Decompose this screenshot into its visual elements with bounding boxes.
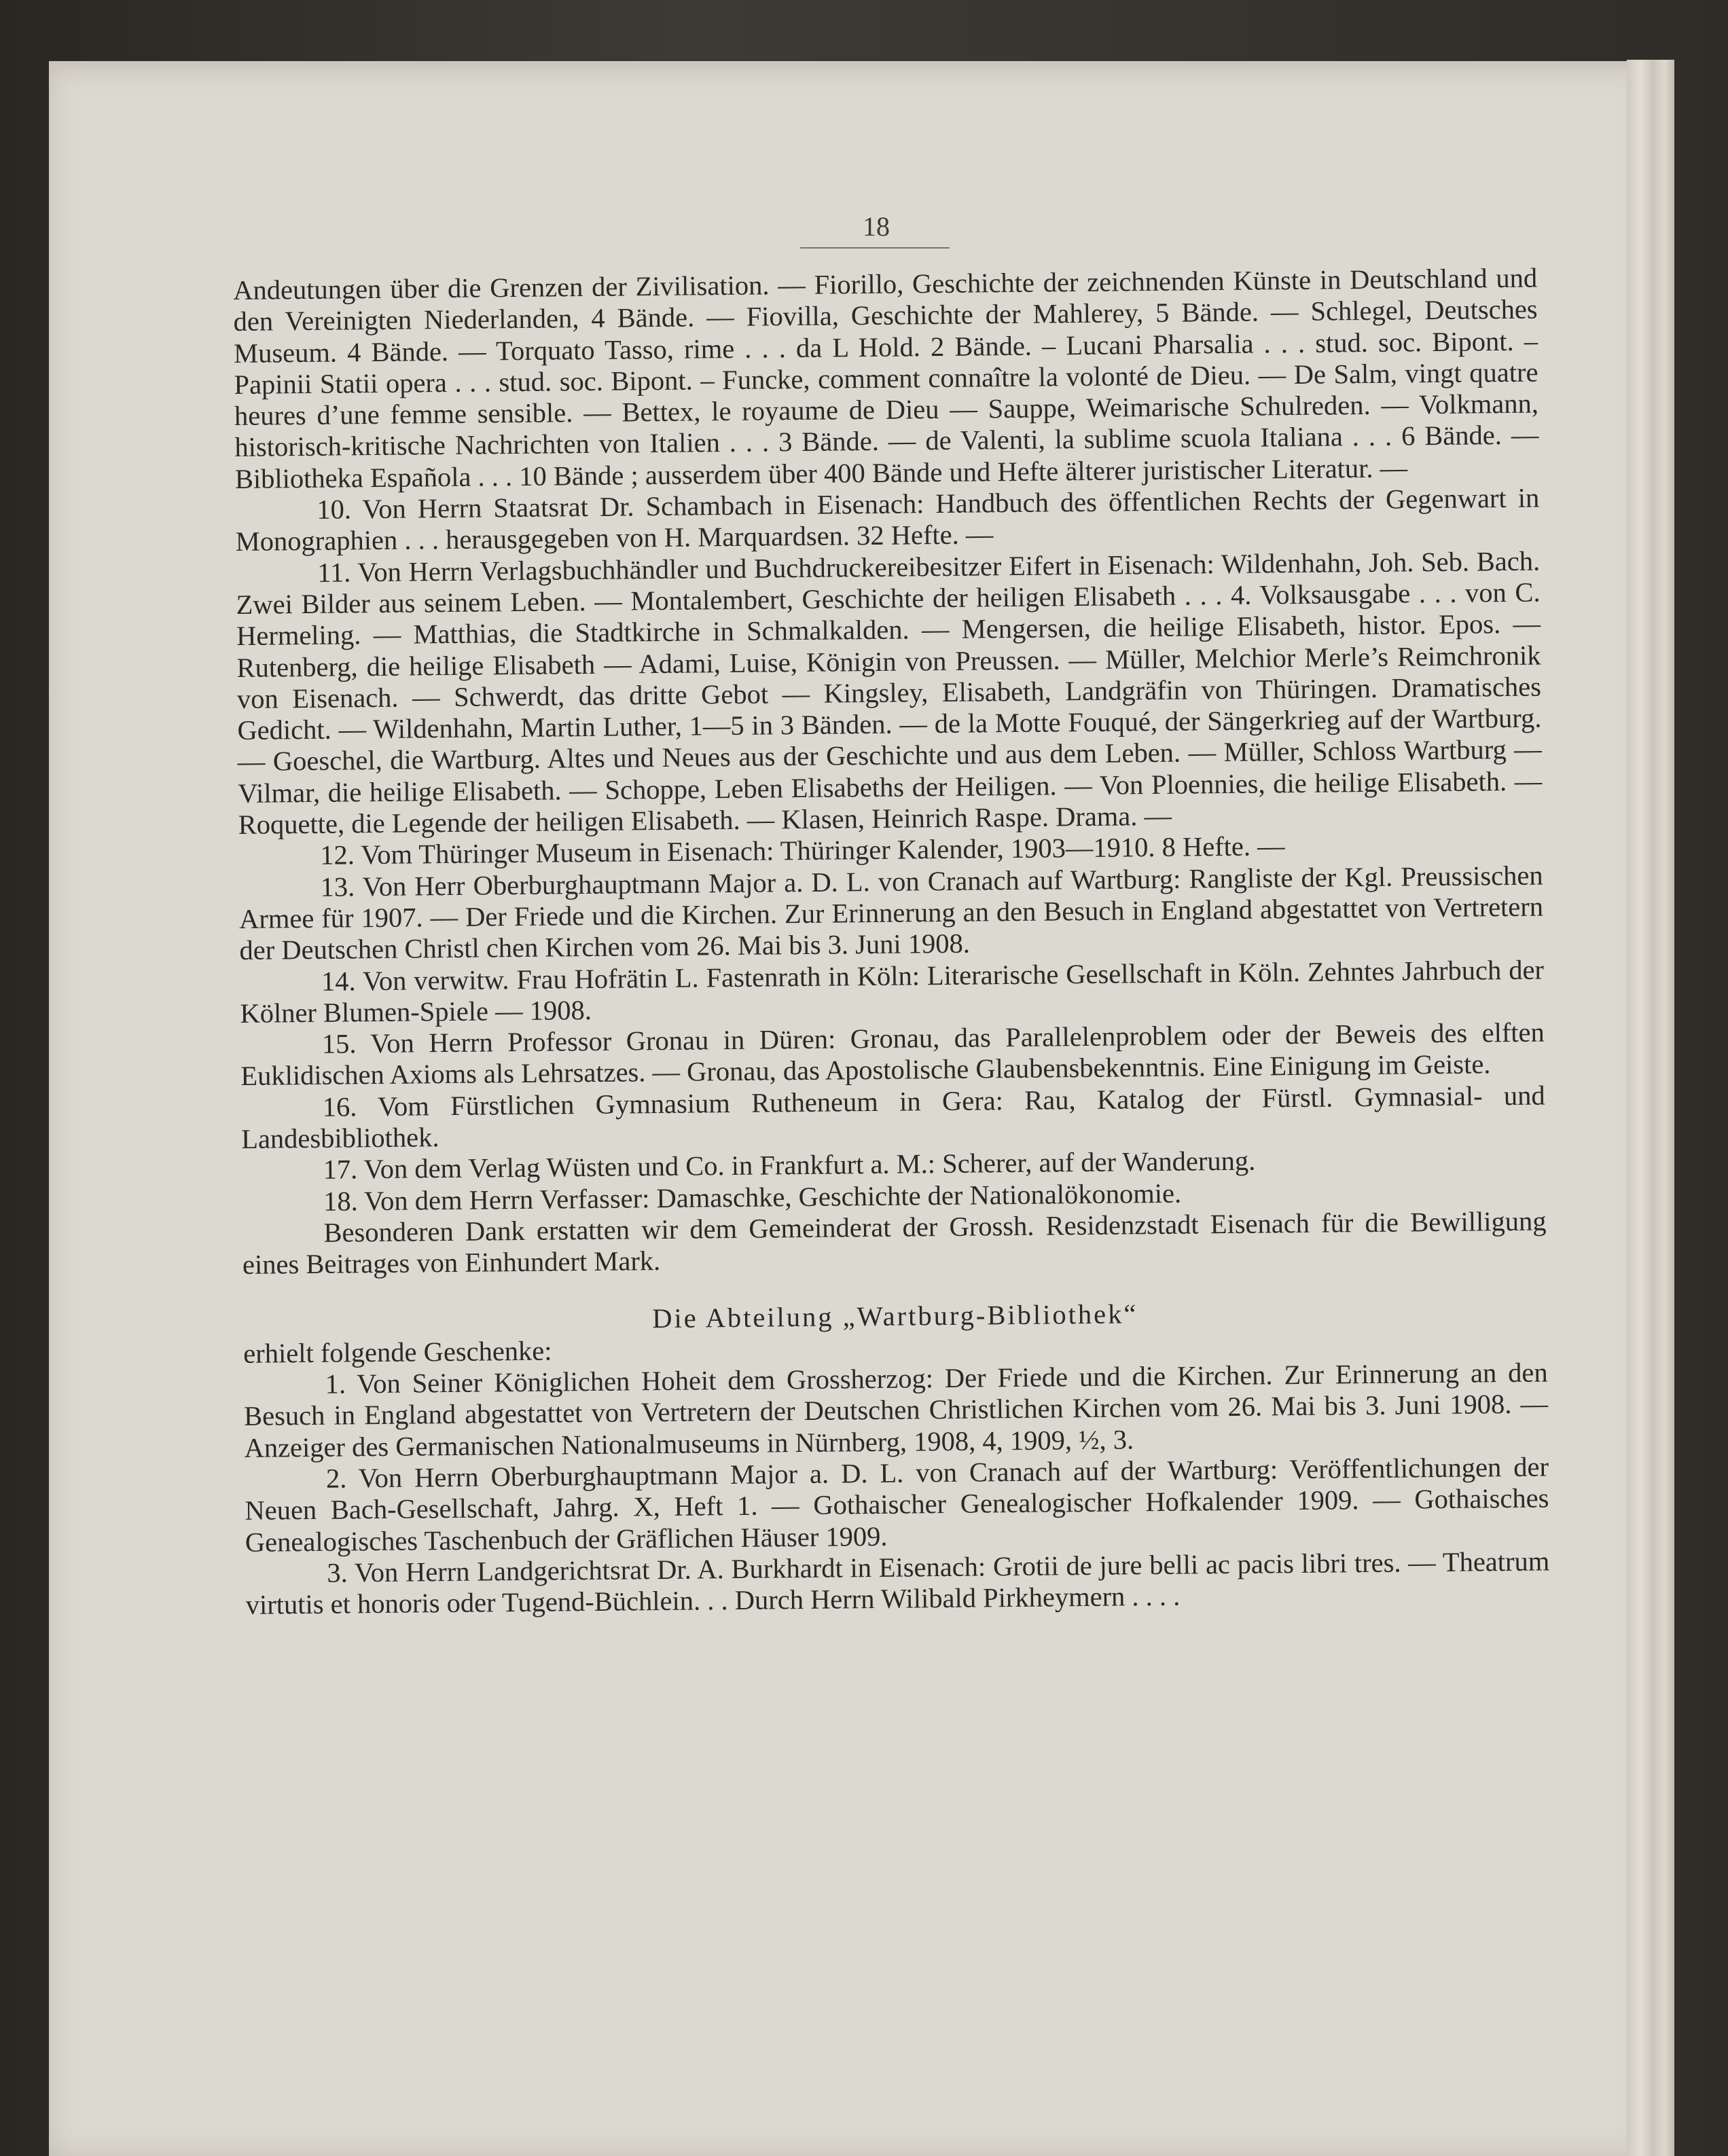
paragraph-item-13: 13. Von Herr Oberburghauptmann Major a. D. L. von Cranach auf Wartburg: Rangliste der Kgl. Preussischen Armee für 1907. — Der Friede und die Kirchen. Zur Erinnerung an den Besuch in England abgestattet von Vertretern der Deutschen Christl chen Kirchen vom 26. Mai bis 3. Juni 1908. <box>238 860 1544 966</box>
paragraph-item-18: 18. Von dem Herrn Verfasser: Damaschke, Geschichte der Nationalökonomie. <box>323 1177 1182 1217</box>
page-number-rule <box>800 247 950 249</box>
section-item-3: 3. Von Herrn Landgerichtsrat Dr. A. Burkhardt in Eisenach: Grotii de jure belli ac pacis libri tres. — Theatrum virtutis et honoris oder Tugend-Büchlein. . . Durch Herrn Wilibald Pirkheymern . . . . <box>245 1546 1550 1621</box>
paragraph-thanks: Besonderen Dank erstatten wir dem Gemeinderat der Grossh. Residenzstadt Eisenach für die Bewilligung eines Beitrages von Einhundert Mark. <box>242 1205 1547 1281</box>
page-number: 18 <box>863 211 890 242</box>
paragraph-item-15: 15. Von Herrn Professor Gronau in Düren: Gronau, das Parallelenproblem oder der Beweis des elften Euklidischen Axioms als Lehrsatzes. — Gronau, das Apostolische Glaubensbekenntnis. Eine Einigung im Geiste. <box>240 1017 1545 1092</box>
paragraph-item-14: 14. Von verwitw. Frau Hofrätin L. Fastenrath in Köln: Literarische Gesellschaft in Köln. Zehntes Jahrbuch der Kölner Blumen-Spiele — 1908. <box>240 954 1545 1029</box>
section-intro: erhielt folgende Geschenke: <box>243 1335 552 1369</box>
page-body <box>233 263 1550 1622</box>
paragraph-item-17: 17. Von dem Verlag Wüsten und Co. in Frankfurt a. M.: Scherer, auf der Wanderung. <box>323 1145 1256 1186</box>
paragraph-item-12: 12. Vom Thüringer Museum in Eisenach: Thüringer Kalender, 1903—1910. 8 Hefte. — <box>319 830 1285 871</box>
section-item-2: 2. Von Herrn Oberburghauptmann Major a. D. L. von Cranach auf der Wartburg: Veröffentlichungen der Neuen Bach-Gesellschaft, Jahrg. X, Heft 1. — Gothaischer Genealogischer Hofkalender 1909. — Gothaisches Genealogisches Taschenbuch der Gräflichen Häuser 1909. <box>245 1451 1549 1558</box>
paragraph-item-11: 11. Von Herrn Verlagsbuchhändler und Buchdruckereibesitzer Eifert in Eisenach: Wildenhahn, Joh. Seb. Bach. Zwei Bilder aus seinem Leben. — Montalembert, Geschichte der heiligen Elisabeth . . . 4. Volksausgabe . . . von C. Hermeling. — Matthias, die Stadtkirche in Schmalkalden. — Mengersen, die heilige Elisabeth, histor. Epos. — Rutenberg, die heilige Elisabeth — Adami, Luise, Königin von Preussen. — Müller, Melchior Merle’s Reimchronik von Eisenach. — Schwerdt, das dritte Gebot — Kingsley, Elisabeth, Landgräfin von Thüringen. Dramatisches Gedicht. — Wildenhahn, Martin Luther, 1—5 in 3 Bänden. — de la Motte Fouqué, der Sängerkrieg auf der Wartburg. — Goeschel, die Wartburg. Altes und Neues aus der Geschichte und aus dem Leben. — Müller, Schloss Wartburg — Vilmar, die heilige Elisabeth. — Schoppe, Leben Elisabeths der Heiligen. — Von Ploennies, die heilige Elisabeth. — Roquette, die Legende der heiligen Elisabeth. — Klasen, Heinrich Raspe. Drama. — <box>236 545 1543 841</box>
paragraph-item-16: 16. Vom Fürstlichen Gymnasium Rutheneum in Gera: Rau, Katalog der Fürstl. Gymnasial- und Landesbibliothek. <box>240 1080 1545 1154</box>
page-fore-edge <box>1627 60 1674 2156</box>
section-item-1: 1. Von Seiner Königlichen Hoheit dem Grossherzog: Der Friede und die Kirchen. Zur Erinnerung an den Besuch in England abgestattet von Vertretern der Deutschen Christlichen Kirchen vom 26. Mai bis 3. Juni 1908. — Anzeiger des Germanischen Nationalmuseums in Nürnberg, 1908, 4, 1909, ½, 3. <box>243 1357 1549 1463</box>
paragraph-continuation: Andeutungen über die Grenzen der Zivilisation. — Fiorillo, Geschichte der zeichnenden Künste in Deutschland und den Vereinigten Niederlanden, 4 Bände. — Fiovilla, Geschichte der Mahlerey, 5 Bände. — Schlegel, Deutsches Museum. 4 Bände. — Torquato Tasso, rime . . . da L Hold. 2 Bände. – Lucani Pharsalia . . . stud. soc. Bipont. – Papinii Statii opera . . . stud. soc. Bipont. – Funcke, comment connaître la volonté de Dieu. — De Salm, vingt quatre heures d’une femme sensible. — Bettex, le royaume de Dieu — Sauppe, Weimarische Schulreden. — Volkmann, historisch-kritische Nachrichten von Italien . . . 3 Bände. — de Valenti, la sublime scuola Italiana . . . 6 Bände. — Bibliotheka Española . . . 10 Bände ; ausserdem über 400 Bände und Hefte älterer juristischer Literatur. — <box>233 262 1539 494</box>
section-heading: Die Abteilung „Wartburg-Bibliothek“ <box>651 1298 1138 1334</box>
paragraph-item-10: 10. Von Herrn Staatsrat Dr. Schambach in Eisenach: Handbuch des öffentlichen Rechts der Gegenwart in Monographien . . . herausgegeben von H. Marquardsen. 32 Hefte. — <box>235 482 1540 558</box>
